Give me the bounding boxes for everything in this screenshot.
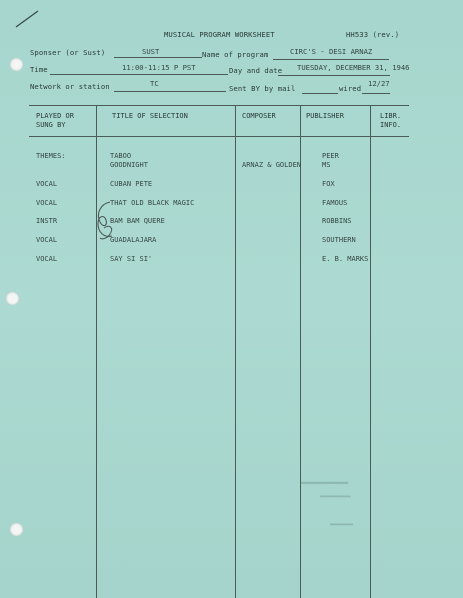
program-label: Name of program	[202, 50, 269, 59]
wired-value: 12/27	[368, 79, 390, 88]
table-header-rule	[29, 136, 409, 137]
header-title-of-selection: TITLE OF SELECTION	[112, 112, 188, 120]
header-libr-info: LIBR. INFO.	[380, 112, 402, 129]
bleed-through-text: ▬▬▬▬▬▬▬▬▬▬	[300, 478, 349, 487]
bleed-through-text: ▬▬▬▬▬▬▬▬	[320, 492, 351, 500]
publisher-cell: PEER	[322, 152, 339, 160]
publisher-cell: FAMOUS	[322, 199, 348, 207]
header-composer: COMPOSER	[242, 112, 276, 120]
title-cell: GOODNIGHT	[110, 161, 148, 169]
table-top-rule	[29, 105, 409, 106]
title-cell: CUBAN PETE	[110, 180, 153, 188]
column-divider	[96, 105, 97, 598]
played-cell: VOCAL	[36, 236, 58, 244]
bleed-through-text: ▬▬▬▬▬▬	[330, 520, 354, 528]
time-label: Time	[30, 65, 48, 74]
punch-hole-bottom	[10, 523, 23, 536]
column-divider	[235, 105, 236, 598]
publisher-cell: MS	[322, 161, 331, 169]
handwritten-initials-icon	[90, 198, 124, 246]
title-cell: THAT OLD BLACK MAGIC	[110, 199, 195, 207]
title-cell: BAM BAM QUERE	[110, 217, 165, 225]
title-cell: TABOO	[110, 152, 132, 160]
wired-label: wired	[339, 84, 362, 93]
column-divider	[300, 105, 301, 598]
played-cell: VOCAL	[36, 199, 58, 207]
network-label: Network or station	[30, 82, 110, 91]
sent-label: Sent BY by mail	[229, 84, 296, 93]
publisher-cell: FOX	[322, 180, 335, 188]
column-divider	[370, 105, 371, 598]
form-number: HH533 (rev.)	[346, 30, 400, 39]
pen-mark-icon	[14, 9, 40, 29]
publisher-cell: E. B. MARKS	[322, 255, 369, 263]
publisher-cell: SOUTHERN	[322, 236, 356, 244]
program-value: CIRC'S - DESI ARNAZ	[290, 47, 373, 56]
sponsor-value: SUST	[142, 47, 160, 56]
form-title: MUSICAL PROGRAM WORKSHEET	[164, 30, 275, 39]
publisher-cell: ROBBINS	[322, 217, 352, 225]
composer-cell: ARNAZ & GOLDEN	[242, 161, 302, 169]
date-label: Day and date	[229, 66, 283, 75]
network-value: TC	[150, 79, 159, 88]
time-value: 11:00-11:15 P PST	[122, 63, 196, 72]
punch-hole-top	[10, 58, 23, 71]
header-publisher: PUBLISHER	[306, 112, 344, 120]
header-played-or-sung-by: PLAYED OR SUNG BY	[36, 112, 74, 129]
date-value: TUESDAY, DECEMBER 31, 1946	[297, 63, 410, 72]
title-cell: GUADALAJARA	[110, 236, 157, 244]
title-cell: SAY SI SI'	[110, 255, 153, 263]
played-cell: INSTR	[36, 217, 58, 225]
played-cell: VOCAL	[36, 180, 58, 188]
sponsor-label: Sponser (or Sust)	[30, 48, 106, 57]
played-cell: THEMES:	[36, 152, 66, 160]
punch-hole-middle	[6, 292, 19, 305]
played-cell: VOCAL	[36, 255, 58, 263]
